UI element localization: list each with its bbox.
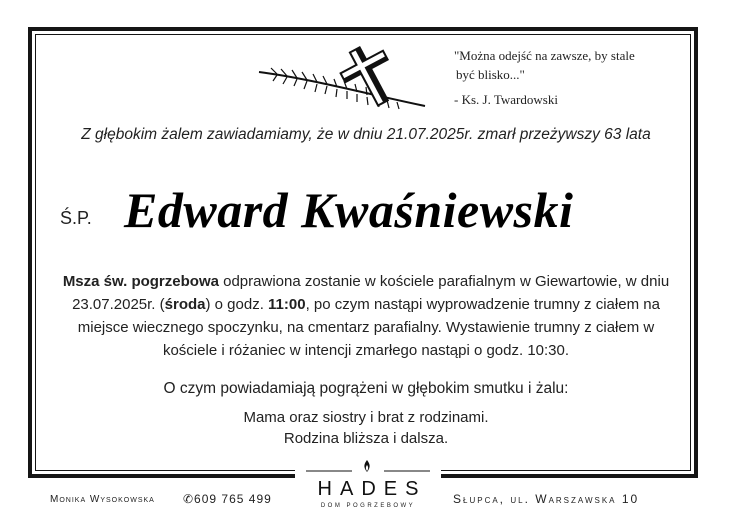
quote-line-2: być blisko..."	[456, 67, 525, 82]
quote-author: - Ks. J. Twardowski	[454, 92, 558, 107]
family-block	[0, 407, 732, 449]
brand-logo-text: HADES	[317, 478, 427, 500]
name-prefix: Ś.P.	[60, 208, 92, 228]
company-address: Słupca, ul. Warszawska 10	[453, 492, 640, 506]
cross-icon	[257, 44, 437, 112]
deceased-name: Edward Kwaśniewski	[124, 182, 574, 238]
brand-subtitle: DOM POGRZEBOWY	[320, 503, 416, 509]
closing-line: O czym powiadamiają pogrążeni w głębokim smutku i żalu:	[163, 380, 569, 397]
family-line-1: Mama oraz siostry i brat z rodzinami.	[243, 409, 489, 426]
announcement-intro: Z głębokim żalem zawiadamiamy, że w dniu 21.07.2025r. zmarł przeżywszy 63 lata	[81, 126, 651, 143]
mass-text-1: odprawiona zostanie w kościele parafialnym w Giewartowie, w dniu 23.07.2025r. (	[72, 273, 670, 313]
mass-text-3: , po czym nastąpi wyprowadzenie trumny z ciałem na miejsce wiecznego spoczynku, na cmentarz parafialny. Wystawienie trumny z ciałem w kościele i różaniec w intencji zmarłego nastąpi o godz. 10:30.	[77, 296, 660, 359]
quote-block	[454, 46, 674, 109]
contact-phone: ✆609 765 499	[183, 492, 272, 506]
contact-name: Monika Wysokowska	[50, 494, 155, 505]
funeral-mass-details	[58, 270, 674, 362]
family-line-2: Rodzina bliższa i dalsza.	[283, 430, 449, 447]
flame-icon	[360, 459, 374, 473]
mass-time: 11:00	[268, 296, 306, 313]
mass-lead: Msza św. pogrzebowa	[62, 273, 219, 290]
mass-day: środa	[164, 296, 206, 313]
quote-line-1: "Można odejść na zawsze, by stale	[454, 48, 635, 63]
mass-text-2: ) o godz.	[205, 296, 269, 313]
